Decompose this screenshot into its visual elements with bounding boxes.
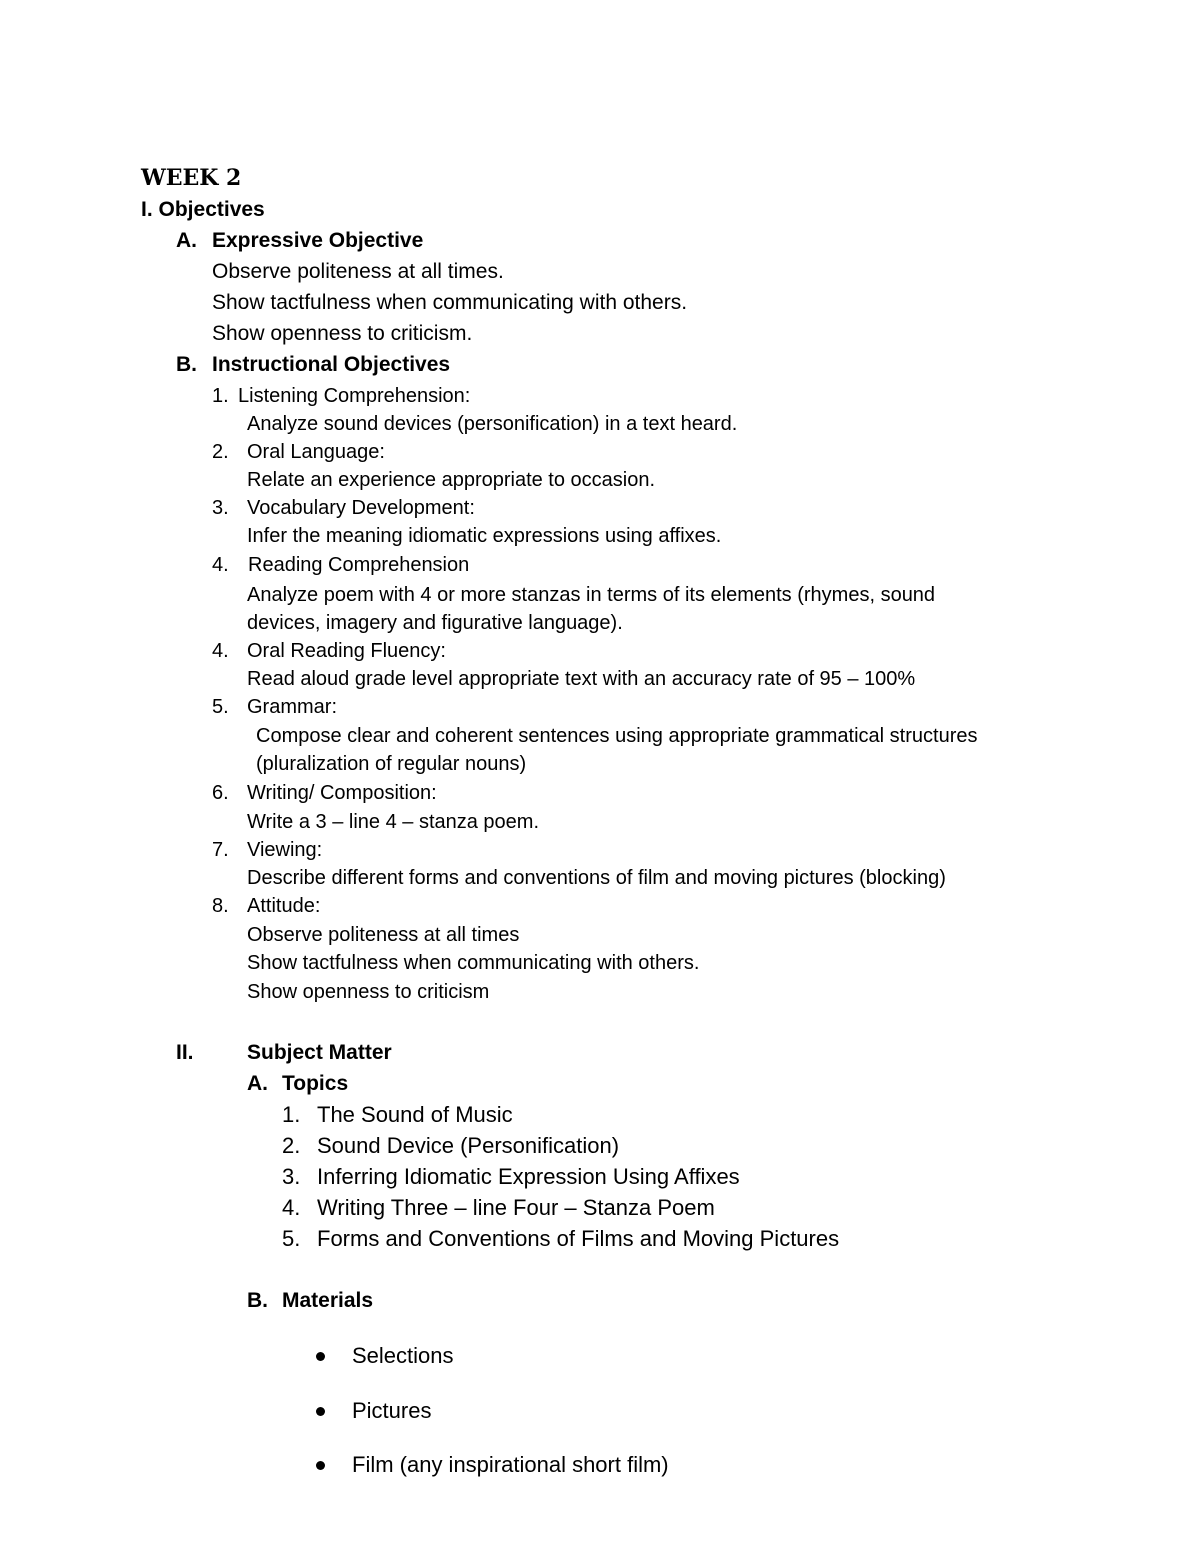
materials-letter: B.	[247, 1289, 268, 1312]
topic-number: 4.	[282, 1195, 301, 1220]
topic-number: 3.	[282, 1164, 301, 1189]
section-2-title: Subject Matter	[247, 1041, 392, 1064]
objective-label: Oral Reading Fluency:	[247, 640, 446, 662]
bullet-icon	[316, 1407, 325, 1416]
material-item: Film (any inspirational short film)	[352, 1452, 669, 1477]
section-1-numeral: I.	[141, 198, 153, 221]
week-title: WEEK 2	[141, 165, 242, 191]
objective-number: 2.	[212, 441, 229, 463]
objective-description: Compose clear and coherent sentences using appropriate grammatical structures	[256, 725, 978, 747]
section-2-numeral: II.	[176, 1041, 194, 1064]
objective-description: Show tactfulness when communicating with others.	[247, 952, 700, 974]
topic-item: Forms and Conventions of Films and Moving Pictures	[317, 1226, 840, 1251]
material-item: Pictures	[352, 1398, 432, 1423]
objective-description: Show openness to criticism	[247, 981, 490, 1003]
objective-number: 5.	[212, 696, 229, 718]
objective-description: Write a 3 – line 4 – stanza poem.	[247, 811, 540, 833]
objective-description: Describe different forms and conventions of film and moving pictures (blocking)	[247, 867, 946, 889]
bullet-icon	[316, 1461, 325, 1470]
objective-description: Infer the meaning idiomatic expressions using affixes.	[247, 525, 722, 547]
objective-number: 7.	[212, 839, 229, 861]
objective-number: 4.	[212, 640, 229, 662]
section-1-heading	[141, 197, 265, 223]
objective-number: 6.	[212, 782, 229, 804]
objective-number: 8.	[212, 895, 229, 917]
objective-number: 4.	[212, 554, 229, 576]
topic-number: 1.	[282, 1102, 301, 1127]
objective-label: Reading Comprehension	[248, 554, 470, 576]
instructional-title: Instructional Objectives	[212, 353, 451, 376]
bullet-icon	[316, 1352, 325, 1361]
objective-label: Listening Comprehension:	[238, 385, 471, 407]
objective-description: Observe politeness at all times	[247, 924, 520, 946]
objective-label: Oral Language:	[247, 441, 385, 463]
instructional-letter: B.	[176, 353, 197, 376]
objective-description: (pluralization of regular nouns)	[256, 753, 527, 775]
expressive-title: Expressive Objective	[212, 229, 424, 252]
expressive-letter: A.	[176, 229, 197, 252]
objective-description: Relate an experience appropriate to occasion.	[247, 469, 656, 491]
objective-label: Vocabulary Development:	[247, 497, 475, 519]
objective-description: Read aloud grade level appropriate text with an accuracy rate of 95 – 100%	[247, 668, 916, 690]
section-1-title: Objectives	[158, 198, 265, 221]
topic-item: Sound Device (Personification)	[317, 1133, 620, 1158]
objective-label: Writing/ Composition:	[247, 782, 437, 804]
objective-label: Attitude:	[247, 895, 321, 917]
topics-letter: A.	[247, 1072, 268, 1095]
topic-number: 5.	[282, 1226, 301, 1251]
topics-title: Topics	[282, 1072, 349, 1095]
topic-item: Inferring Idiomatic Expression Using Affixes	[317, 1164, 740, 1189]
objective-description: Analyze poem with 4 or more stanzas in terms of its elements (rhymes, sound	[247, 584, 936, 606]
topic-number: 2.	[282, 1133, 301, 1158]
objective-description: Analyze sound devices (personification) in a text heard.	[247, 413, 738, 435]
topic-item: The Sound of Music	[317, 1102, 513, 1127]
objective-number: 3.	[212, 497, 229, 519]
objective-description: devices, imagery and figurative language).	[247, 612, 623, 634]
materials-title: Materials	[282, 1289, 374, 1312]
expressive-line: Observe politeness at all times.	[212, 260, 504, 283]
objective-label: Viewing:	[247, 839, 323, 861]
expressive-line: Show openness to criticism.	[212, 322, 473, 345]
material-item: Selections	[352, 1343, 454, 1368]
objective-number: 1.	[212, 385, 229, 407]
topic-item: Writing Three – line Four – Stanza Poem	[317, 1195, 715, 1220]
objective-label: Grammar:	[247, 696, 337, 718]
expressive-line: Show tactfulness when communicating with others.	[212, 291, 688, 314]
